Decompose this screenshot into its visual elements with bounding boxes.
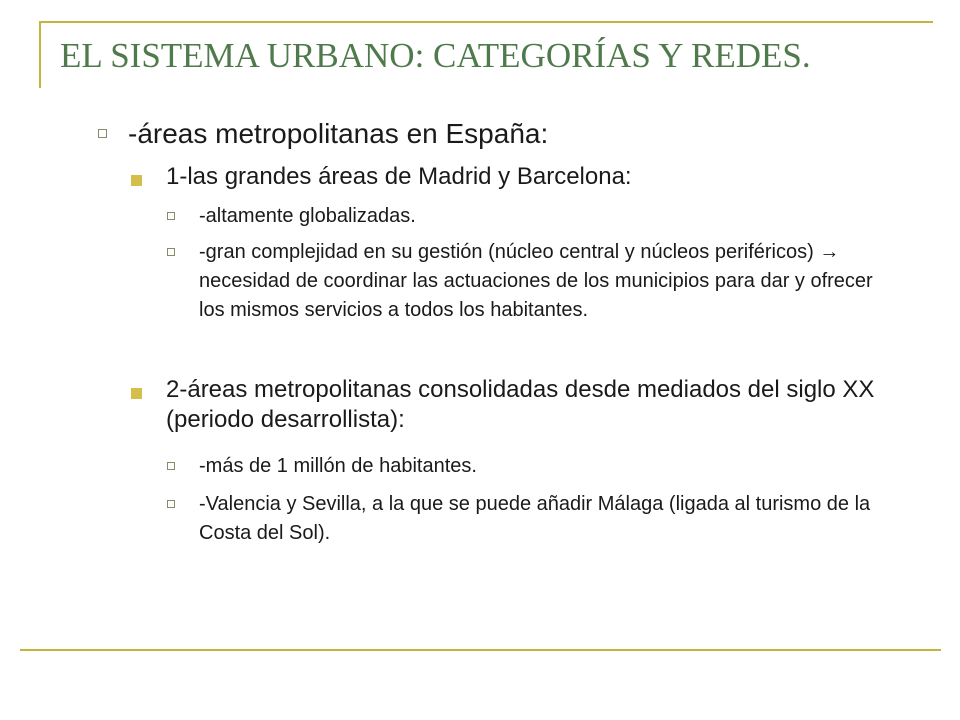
bullet-level3-item — [167, 490, 887, 548]
slide-title: EL SISTEMA URBANO: CATEGORÍAS Y REDES. — [60, 36, 811, 75]
bullet-level3-item — [167, 238, 887, 325]
left-rule — [39, 21, 41, 88]
heading-text: -áreas metropolitanas en España: — [128, 118, 549, 149]
filled-square-bullet-icon — [131, 388, 142, 399]
bullet-level1 — [97, 117, 897, 151]
group1-item-1: -altamente globalizadas. — [199, 205, 416, 227]
hollow-square-bullet-icon — [167, 462, 175, 470]
hollow-square-bullet-icon — [167, 248, 175, 256]
group1-item-2: -gran complejidad en su gestión (núcleo central y núcleos periféricos) → necesidad de coordinar las actuaciones de los municipios para dar y ofrecer los mismos servicios a todos los habitantes. — [199, 241, 873, 321]
hollow-square-bullet-icon — [167, 212, 175, 220]
filled-square-bullet-icon — [131, 175, 142, 186]
bullet-level2-group2 — [131, 375, 891, 435]
hollow-square-bullet-icon — [167, 500, 175, 508]
bottom-rule — [20, 649, 941, 651]
bullet-level3-item — [167, 202, 887, 231]
group2-item-1: -más de 1 millón de habitantes. — [199, 455, 477, 477]
hollow-square-bullet-icon — [98, 129, 107, 138]
top-rule — [39, 21, 933, 23]
bullet-level3-item — [167, 452, 887, 481]
group2-item-2: -Valencia y Sevilla, a la que se puede añadir Málaga (ligada al turismo de la Costa del Sol). — [199, 493, 871, 544]
group2-label: 2-áreas metropolitanas consolidadas desde mediados del siglo XX (periodo desarrollista): — [166, 376, 875, 433]
group1-label: 1-las grandes áreas de Madrid y Barcelona: — [166, 163, 632, 190]
bullet-level2-group1 — [131, 162, 891, 192]
